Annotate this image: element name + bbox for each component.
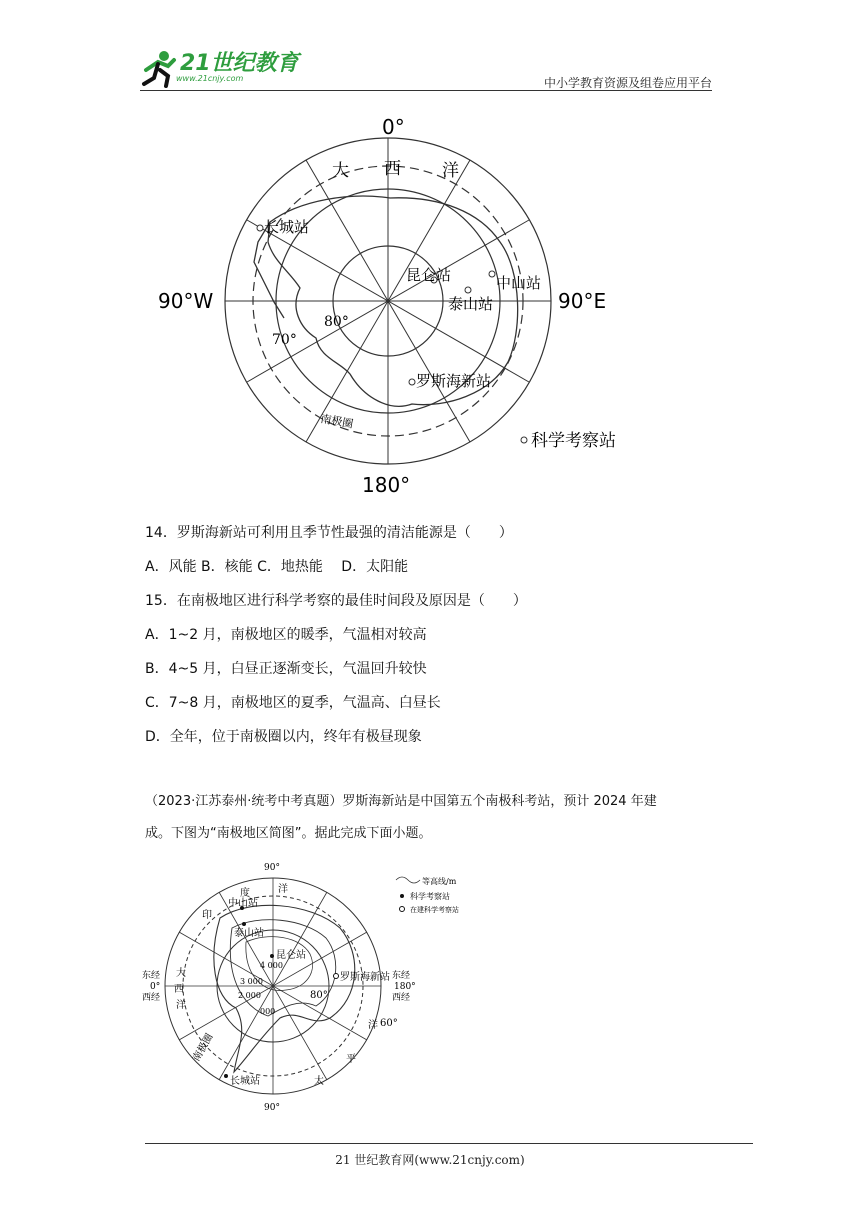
atlantic-1: 大 xyxy=(176,968,186,979)
logo xyxy=(140,44,310,88)
lon-bottom-label: 180° xyxy=(362,473,411,497)
pacific-3: 太 xyxy=(314,1076,324,1087)
zhongshan-station: 中山站 xyxy=(496,274,542,292)
question-15-option-d: D．全年，位于南极圈以内，终年有极昼现象 xyxy=(145,729,422,745)
kunlun-station: 昆仑站 xyxy=(406,266,452,284)
logo-text: 21世纪教育 xyxy=(180,51,299,76)
legend-station-dot: 科学考察站 xyxy=(410,892,450,901)
map2-right-2: 180° xyxy=(394,982,416,992)
legend-planned: 在建科学考察站 xyxy=(410,906,459,914)
question-15-option-c: C．7~8 月，南极地区的夏季，气温高、白昼长 xyxy=(145,695,441,711)
atlantic-2: 西 xyxy=(174,984,184,995)
map2-left-1: 东经 xyxy=(142,971,161,981)
map2-zhongshan: 中山站 xyxy=(228,898,258,909)
legend-station: 科学考察站 xyxy=(531,431,616,451)
footer-divider xyxy=(145,1143,753,1144)
page-header xyxy=(140,44,712,90)
map2-right-1: 东经 xyxy=(392,971,411,981)
ocean-char-1: 大 xyxy=(332,161,349,181)
header-divider xyxy=(140,90,712,91)
logo-url: www.21cnjy.com xyxy=(176,74,244,83)
map2-top-label: 90° xyxy=(264,863,280,873)
footer-text[interactable]: 21 世纪教育网(www.21cnjy.com) xyxy=(335,1153,525,1167)
question-14: 14．罗斯海新站可利用且季节性最强的清洁能源是（ ） xyxy=(145,525,513,541)
contour-3000: 3 000 xyxy=(240,977,263,986)
intro-paragraph xyxy=(145,786,745,850)
lat-70-label: 70° xyxy=(272,332,297,348)
intro-line-2: 成。下图为“南极地区简图”。据此完成下面小题。 xyxy=(145,826,432,841)
indian-ocean-2: 度 xyxy=(240,888,250,899)
lon-top-label: 0° xyxy=(382,115,405,139)
antarctic-polar-map xyxy=(150,112,650,502)
contour-000: 000 xyxy=(260,1007,276,1016)
map2-right-3: 西经 xyxy=(392,993,411,1003)
pacific-2: 平 xyxy=(346,1054,356,1065)
map2-taishan: 泰山站 xyxy=(234,928,264,939)
indian-ocean-3: 洋 xyxy=(278,884,288,895)
ross-station: 罗斯海新站 xyxy=(416,372,492,390)
map2-bottom-label: 90° xyxy=(264,1103,280,1113)
atlantic-3: 洋 xyxy=(176,1000,186,1011)
map2-lat-60: 60° xyxy=(380,1018,398,1029)
taishan-station: 泰山站 xyxy=(448,295,494,313)
great-wall-station: 长城站 xyxy=(264,218,310,236)
legend-contour: 等高线/m xyxy=(422,877,457,886)
map2-lat-80: 80° xyxy=(310,990,328,1001)
question-15-option-b: B．4~5 月，白昼正逐渐变长，气温回升较快 xyxy=(145,661,427,677)
map2-antarctic-circle: 南极圈 xyxy=(191,1032,216,1064)
question-15: 15．在南极地区进行科学考察的最佳时间段及原因是（ ） xyxy=(145,593,527,609)
runner-icon xyxy=(140,48,180,88)
lat-80-label: 80° xyxy=(324,314,349,330)
question-14-options: A．风能 B．核能 C．地热能 D．太阳能 xyxy=(145,559,409,575)
map2-left-3: 西经 xyxy=(142,993,161,1003)
antarctic-circle-label: 南极圈 xyxy=(319,412,355,431)
contour-4000: 4 000 xyxy=(260,961,283,970)
contour-2000: 2 000 xyxy=(238,991,261,1000)
antarctic-contour-map xyxy=(140,858,480,1118)
pacific-1: 洋 xyxy=(368,1020,378,1031)
lon-right-label: 90°E xyxy=(558,289,607,313)
question-15-option-a: A．1~2 月，南极地区的暖季，气温相对较高 xyxy=(145,627,427,643)
platform-label: 中小学教育资源及组卷应用平台 xyxy=(543,76,712,90)
ocean-char-3: 洋 xyxy=(442,161,459,181)
map2-great-wall: 长城站 xyxy=(230,1076,260,1087)
indian-ocean-1: 印 xyxy=(202,910,212,921)
map2-ross: 罗斯海新站 xyxy=(340,972,390,983)
intro-line-1: （2023·江苏泰州·统考中考真题）罗斯海新站是中国第五个南极科考站，预计 2024 年建 xyxy=(145,794,657,809)
map2-left-2: 0° xyxy=(150,982,161,992)
ocean-char-2: 西 xyxy=(384,159,401,179)
lon-left-label: 90°W xyxy=(158,289,214,313)
map2-kunlun: 昆仑站 xyxy=(276,950,306,961)
